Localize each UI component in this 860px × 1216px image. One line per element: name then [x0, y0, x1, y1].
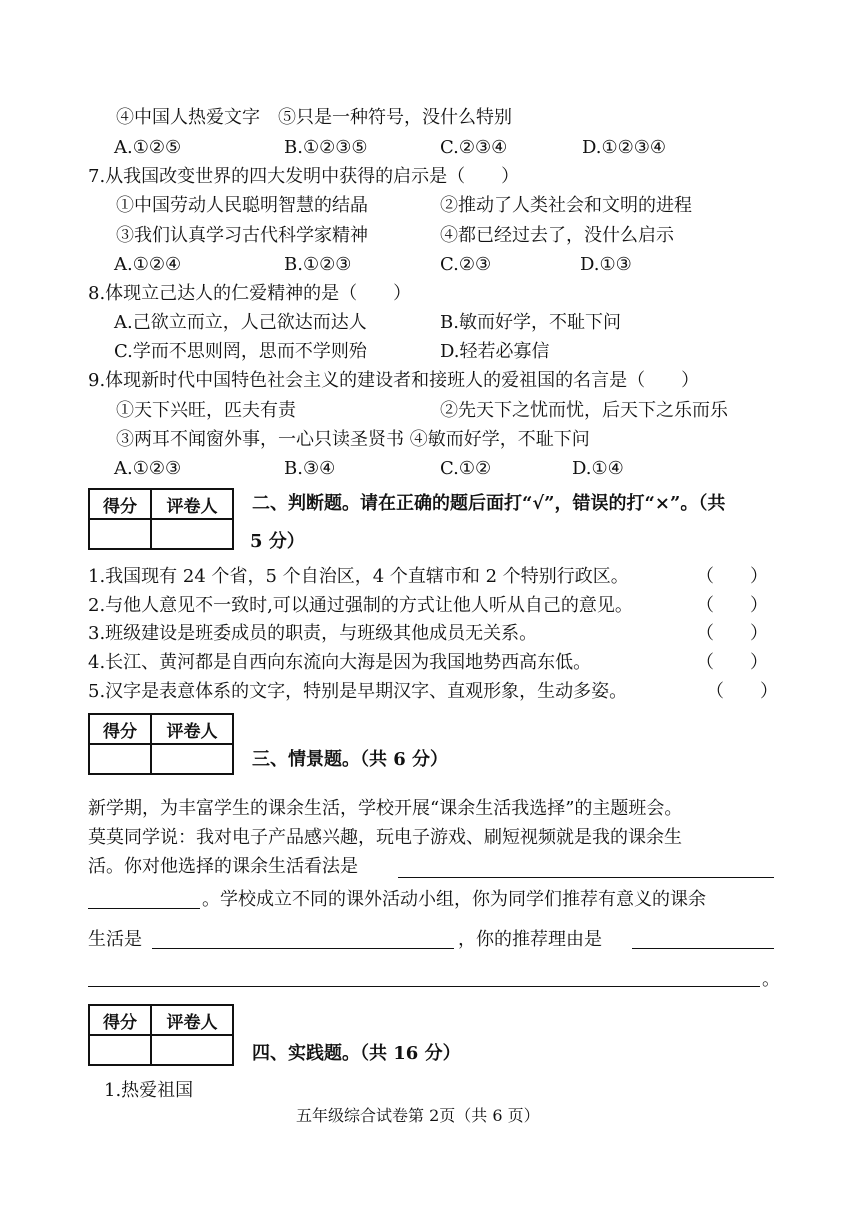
score-label: 得分: [89, 1005, 151, 1035]
answer-blank-reason-cont[interactable]: [88, 966, 760, 987]
q7-option-1: ①中国劳动人民聪明智慧的结晶: [116, 195, 368, 216]
section-2-title-cont: 5 分）: [250, 531, 305, 552]
answer-blank-reason[interactable]: [632, 928, 774, 949]
judge-paren-4[interactable]: （ ）: [696, 652, 768, 673]
grader-cell[interactable]: [151, 1035, 233, 1065]
score-box-section-3: [88, 713, 234, 775]
q7-option-2: ②推动了人类社会和文明的进程: [440, 195, 692, 216]
judge-item-3: 3.班级建设是班委成员的职责，与班级其他成员无关系。: [88, 623, 538, 644]
judge-item-2: 2.与他人意见不一致时,可以通过强制的方式让他人听从自己的意见。: [88, 595, 633, 616]
q7-stem: 7.从我国改变世界的四大发明中获得的启示是（ ）: [88, 166, 520, 187]
q6-choice-d: D.①②③④: [582, 137, 667, 158]
q7-choice-d: D.①③: [580, 254, 632, 275]
q9-option-1: ①天下兴旺，匹夫有责: [116, 400, 296, 421]
q9-option-3: ③两耳不闻窗外事，一心只读圣贤书 ④敏而好学，不耻下问: [116, 429, 590, 450]
q9-choice-a: A.①②③: [114, 458, 182, 479]
page-footer: 五年级综合试卷第 2页（共 6 页）: [296, 1106, 540, 1125]
scenario-line-5b: ，你的推荐理由是: [458, 929, 602, 950]
score-label: 得分: [89, 489, 151, 519]
score-box-section-2: [88, 488, 234, 550]
grader-label: 评卷人: [151, 714, 233, 744]
scenario-line-5a: 生活是: [88, 929, 142, 950]
section-4-title: 四、实践题。（共 16 分）: [252, 1043, 461, 1064]
practice-item-1: 1.热爱祖国: [104, 1080, 194, 1101]
section-3-title: 三、情景题。（共 6 分）: [252, 749, 449, 770]
judge-item-5: 5.汉字是表意体系的文字，特别是早期汉字、直观形象，生动多姿。: [88, 681, 628, 702]
judge-paren-3[interactable]: （ ）: [696, 623, 768, 644]
scenario-line-3: 活。你对他选择的课余生活看法是: [88, 856, 358, 877]
grader-label: 评卷人: [151, 489, 233, 519]
grader-label: 评卷人: [151, 1005, 233, 1035]
score-cell[interactable]: [89, 744, 151, 774]
q7-option-3: ③我们认真学习古代科学家精神: [116, 225, 368, 246]
q6-choice-a: A.①②⑤: [114, 137, 182, 158]
q7-option-4: ④都已经过去了，没什么启示: [440, 225, 674, 246]
score-box-section-4: [88, 1004, 234, 1066]
q7-choice-c: C.②③: [440, 254, 492, 275]
score-label: 得分: [89, 714, 151, 744]
q8-choice-a: A.己欲立而立，人己欲达而达人: [114, 312, 367, 333]
judge-paren-2[interactable]: （ ）: [696, 595, 768, 616]
q9-option-2: ②先天下之忧而忧，后天下之乐而乐: [440, 400, 728, 421]
scenario-end-mark: 。: [762, 969, 780, 990]
section-2-title: 二、判断题。请在正确的题后面打“√”，错误的打“×”。（共: [252, 493, 726, 514]
q7-choice-b: B.①②③: [284, 254, 352, 275]
judge-item-4: 4.长江、黄河都是自西向东流向大海是因为我国地势西高东低。: [88, 652, 592, 673]
answer-blank-opinion-cont[interactable]: [88, 888, 200, 909]
q6-choice-b: B.①②③⑤: [284, 137, 368, 158]
q8-choice-b: B.敏而好学，不耻下问: [440, 312, 621, 333]
q8-choice-c: C.学而不思则罔，思而不学则殆: [114, 341, 367, 362]
score-cell[interactable]: [89, 1035, 151, 1065]
answer-blank-opinion[interactable]: [398, 857, 774, 878]
answer-blank-recommendation[interactable]: [152, 928, 454, 949]
judge-item-1: 1.我国现有 24 个省，5 个自治区，4 个直辖市和 2 个特别行政区。: [88, 566, 629, 587]
q7-choice-a: A.①②④: [114, 254, 182, 275]
q6-options-line: ④中国人热爱文字 ⑤只是一种符号，没什么特别: [116, 107, 512, 128]
scenario-line-4: 。学校成立不同的课外活动小组，你为同学们推荐有意义的课余: [202, 889, 706, 910]
q6-choice-c: C.②③④: [440, 137, 508, 158]
q9-choice-b: B.③④: [284, 458, 336, 479]
q9-choice-d: D.①④: [572, 458, 624, 479]
q9-choice-c: C.①②: [440, 458, 492, 479]
judge-paren-5[interactable]: （ ）: [706, 681, 778, 702]
q9-stem: 9.体现新时代中国特色社会主义的建设者和接班人的爱祖国的名言是（ ）: [88, 370, 700, 391]
judge-paren-1[interactable]: （ ）: [696, 566, 768, 587]
grader-cell[interactable]: [151, 519, 233, 549]
score-cell[interactable]: [89, 519, 151, 549]
scenario-line-1: 新学期，为丰富学生的课余生活，学校开展“课余生活我选择”的主题班会。: [88, 798, 683, 819]
grader-cell[interactable]: [151, 744, 233, 774]
q8-choice-d: D.轻若必寡信: [440, 341, 550, 362]
q8-stem: 8.体现立己达人的仁爱精神的是（ ）: [88, 283, 412, 304]
scenario-line-2: 莫莫同学说：我对电子产品感兴趣，玩电子游戏、刷短视频就是我的课余生: [88, 827, 682, 848]
